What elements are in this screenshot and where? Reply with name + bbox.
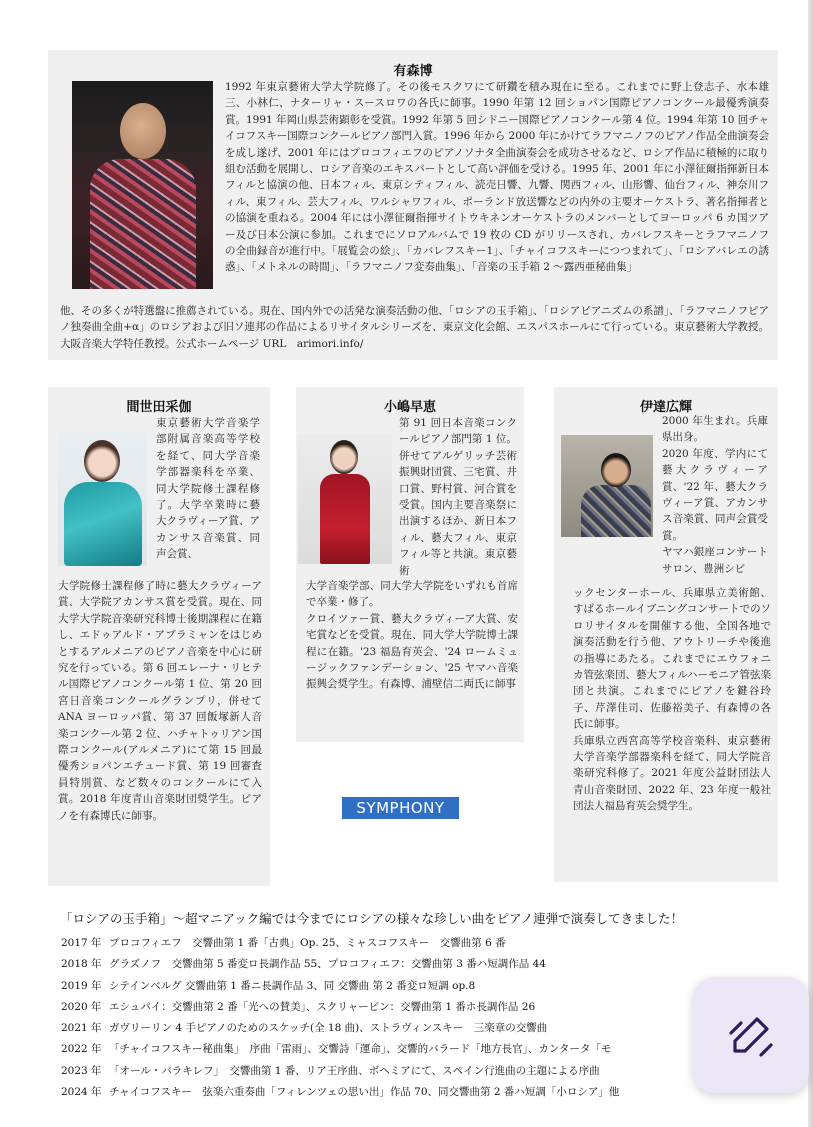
profile-name: 小嶋早恵 [383,400,436,415]
profile-bio: 東京藝術大学音楽学部附属音楽高等学校を経て、同大学音楽学部器楽科を卒業、同大学院修士課程修了。大学卒業時に藝大クラヴィーア賞、アカンサス音楽賞、同声会賞、 [156,417,260,561]
repertoire-row [61,954,801,975]
edit-button[interactable] [693,977,809,1093]
repertoire-row [61,976,801,997]
repertoire-year: 2019 年 [61,979,102,992]
bio-paragraph: クロイツァー賞、藝大クラヴィーア大賞、安宅賞などを受賞。現在、同大学大学院博士課程に在籍。'23 福島育英会、'24 ロームミュージックファンデーション、'25 ヤマハ音楽振興会奨学生。有森博、浦壁信二両氏に師事 [306,612,518,691]
bio-paragraph: 大学音楽学部、同大学大学院をいずれも首席で卒業・修了。 [306,580,518,609]
repertoire-list [61,933,801,1103]
portrait-head [84,440,120,482]
profile-bio-continued [573,585,771,815]
repertoire-works: シテインベルグ 交響曲第 1 番ニ長調作品 3、同 交響曲 第 2 番変ロ短調 op.8 [109,979,476,992]
repertoire-works: グラズノフ 交響曲第 5 番変ロ長調作品 55、プロコフィエフ：交響曲第 3 番ハ短調作品 44 [109,958,546,971]
profile-bio: 1992 年東京藝術大学大学院修了。その後モスクワにて研鑽を積み現在に至る。これまでに野上登志子、水本雄三、小林仁、ナターリャ・スースロワの各氏に師事。1990 年第 12 回ショパン国際ピアノコンクール最優秀演奏賞。1991 年岡山県芸術顕彰を受賞。1992 年第 5 回シドニー国際ピアノコンクール第 4 位。1994 年第 10 回チャイコフスキー国際コンクールピアノ部門入賞。1996 年から 2000 年にかけてラフマニノフのピアノ作品全曲演奏会を成し遂げ、2001 年にはプロコフィエフのピアノソナタ全曲演奏会を成功させるなど、ロシア作品に積極的に取り組む活動を展開し、ロシア音楽のエキスパートとして高い評価を受ける。1995 年、2001 年に小澤征爾指揮新日本フィルと協演の他、日本フィル、東京シティフィル、読売日響、九響、関西フィル、山形響、仙台フィル、神奈川フィル、東フィル、芸大フィル、ワルシャワフィル、ポーランド放送響などの内外の主要オーケストラ、著名指揮者との協演を重ねる。2004 年には小澤征爾指揮サイトウキネンオーケストラのメンバーとしてヨーロッパ 6 カ国ツアー及び日本公演に参加。これまでにソロアルバムで 19 枚の CD がリリースされ、カバレフスキーとラフマニノフの全曲録音が進行中。「展覧会の絵」、「カバレフスキー1」、「チャイコフスキーにつつまれて」、「ロシアバレエの誘惑」、「メトネルの時間」、「ラフマニノフ変奏曲集」、「音楽の玉手箱 2 〜露西亜秘曲集」 [225,81,769,274]
repertoire-year: 2024 年 [61,1086,102,1099]
bio-paragraph: 兵庫県立西宮高等学校音楽科、東京藝術大学音楽学部器楽科を経て、同大学院音楽研究科修了。2021 年度公益財団法人青山音楽財団、2022 年、23 年度一般社団法人福島育英会奨学生。 [573,734,771,813]
profile-maseda [48,387,270,886]
portrait-photo [72,81,213,289]
profile-bio-continued: 大学院修士課程修了時に藝大クラヴィーア賞、大学院アカンサス賞を受賞。現在、同大学大学院音楽研究科博士後期課程に在籍し、エドゥアルド・アブラミャンをはじめとするアルメニアのピアノ音楽を中心に研究を行っている。第 6 回エレーナ・リヒテル国際ピアノコンクール第 1 位、第 20 回宮日音楽コンクールグランプリ，併せて ANA ヨーロッパ賞、第 37 回飯塚新人音楽コンクール第 2 位、ハチャトゥリアン国際コンクール(アルメニア)にて第 15 回最優秀ショパンエチュード賞、第 19 回審査員特別賞、など数々のコンクールにて入賞。2018 年度青山音楽財団奨学生。ピアノを有森博氏に師事。 [58,580,262,822]
portrait-photo [58,432,147,566]
profile-name: 有森博 [393,64,433,79]
repertoire-works: エシュパイ：交響曲第 2 番「光への賛美」、スクリャービン：交響曲第 1 番ホ長調作品 26 [109,1000,536,1013]
repertoire-works: 「チャイコフスキー秘曲集」 序曲「雷雨」、交響詩「運命」、交響的バラード「地方長官」、カンタータ「モ [109,1043,612,1056]
portrait-figure [90,159,196,289]
repertoire-works: プロコフィエフ 交響曲第 1 番「古典」Op. 25、ミャスコフスキー 交響曲第 6 番 [109,937,506,949]
bio-paragraph: 2000 年生まれ。兵庫県出身。 [662,415,768,444]
profile-kojima [296,387,524,742]
portrait-head [120,103,166,159]
repertoire-heading: 「ロシアの玉手箱」〜超マニアック編では今までにロシアの様々な珍しい曲をピアノ連弾で演奏してきました！ [60,911,684,926]
page-edge [808,0,813,1127]
profile-bio: 第 91 回日本音楽コンクールピアノ部門第 1 位。併せてアルゲリッチ芸術振興財団賞、三宅賞、井口賞、野村賞、河合賞を受賞。国内主要音楽祭に出演するほか、新日本フィル、藝大フィル、東京フィル等と共演。東京藝術 [399,417,517,577]
portrait-figure [581,485,651,537]
bio-paragraph: 2020 年度、学内にて藝大クラヴィーア賞、'22 年、藝大クラヴィーア賞、アカンサス音楽賞、同声会賞受賞。 [662,447,768,542]
profile-bio [662,413,768,577]
profile-arimori [48,50,778,360]
repertoire-year: 2020 年 [61,1000,102,1013]
portrait-head [330,440,358,474]
repertoire-row [61,1018,801,1039]
repertoire-row [61,997,801,1018]
repertoire-works: ガヴリーリン 4 手ピアノのためのスケッチ(全 18 曲)、ストラヴィンスキー 三楽章の交響曲 [109,1022,548,1035]
portrait-photo [298,434,392,564]
profile-bio-continued: 他、その多くが特選盤に推薦されている。現在、国内外での活発な演奏活動の他、「ロシアの玉手箱」、「ロシアピアニズムの系譜」、「ラフマニノフピアノ独奏曲全曲+α」のロシアおよび旧ソ連邦の作品によるリサイタルシリーズを、東京文化会館、エスパスホールにて行っている。東京藝術大学教授。大阪音楽大学特任教授。公式ホームページ URL arimori.info/ [60,305,769,350]
profile-name: 伊達広輝 [639,400,692,415]
repertoire-year: 2023 年 [61,1064,102,1077]
repertoire-row [61,1061,801,1082]
repertoire-row [61,1039,801,1060]
bio-paragraph: ックセンターホール、兵庫県立美術館、すばるホールイブニングコンサートでのソロリサイタルを開催する他、全国各地で演奏活動を行う他、アウトリーチや後進の指導にあたる。これまでにエウフォニカ管弦楽団、藝大フィルハーモニア管弦楽団と共演。これまでにピアノを鍵谷玲子、芹澤佳司、佐藤裕美子、有森博の各氏に師事。 [573,587,771,731]
repertoire-year: 2022 年 [61,1043,102,1056]
repertoire-year: 2017 年 [61,937,102,949]
bio-paragraph: ヤマハ銀座コンサートサロン、豊洲シビ [662,546,768,575]
repertoire-row [61,933,801,954]
portrait-photo [561,435,653,537]
portrait-figure [320,474,370,564]
pen-line-icon [727,1011,775,1059]
profile-name: 間世田采伽 [126,400,192,415]
profile-bio-continued [306,578,518,693]
repertoire-works: 「オール・バラキレフ」 交響曲第 1 番、リア王序曲、ボヘミアにて、スペイン行進曲の主題による序曲 [109,1064,600,1077]
portrait-figure [64,482,142,566]
portrait-head [601,453,631,487]
repertoire-works: チャイコフスキー 弦楽六重奏曲「フィレンツェの思い出」作品 70、同交響曲第 2 番ハ短調「小ロシア」他 [109,1086,620,1099]
repertoire-year: 2021 年 [61,1022,102,1035]
repertoire-row [61,1082,801,1103]
symphony-logo: SYMPHONY [342,797,459,819]
repertoire-year: 2018 年 [61,958,102,971]
profile-date [554,387,778,882]
